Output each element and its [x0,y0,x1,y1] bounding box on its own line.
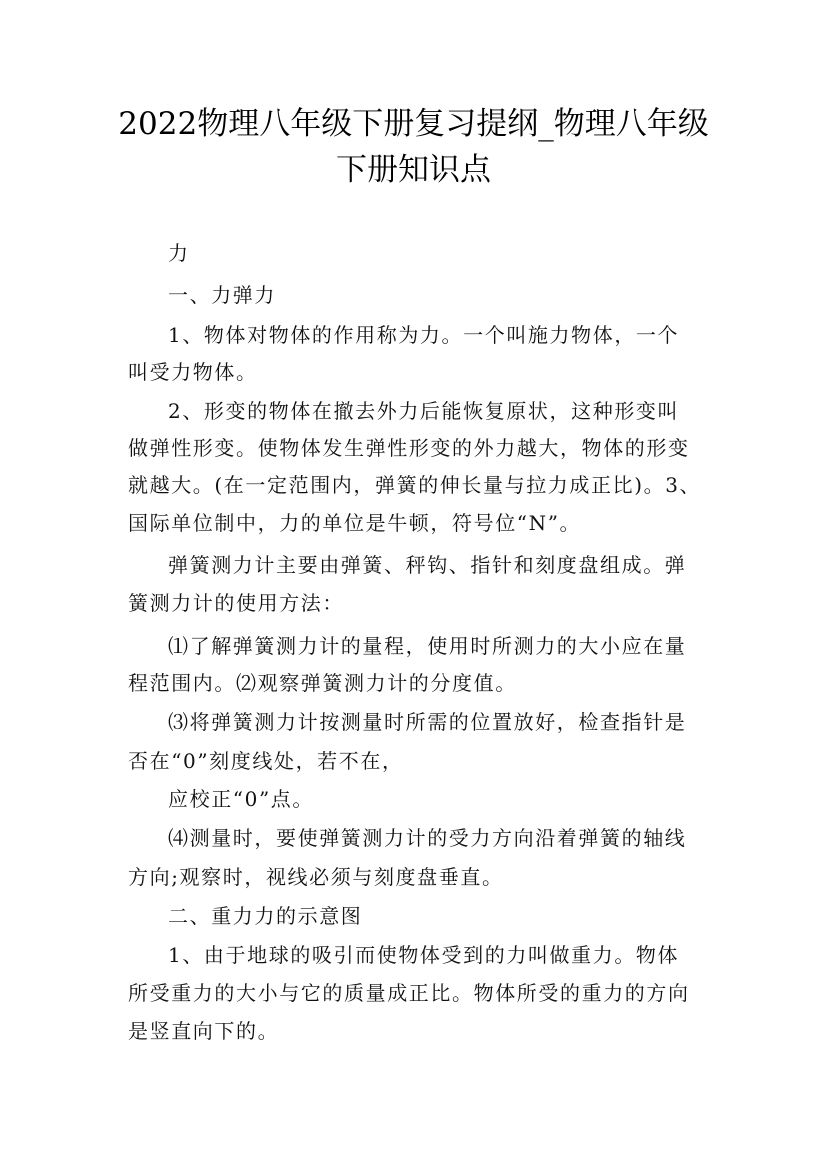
paragraph-line: 2、形变的物体在撤去外力后能恢复原状，这种形变叫 [168,399,680,423]
document-title-line-1: 2022物理八年级下册复习提纲_物理八年级 [118,106,709,142]
paragraph-line: 簧测力计的使用方法： [128,591,344,615]
paragraph-line: 是竖直向下的。 [128,1019,280,1043]
paragraph-line: 应校正“0”点。 [168,787,314,811]
paragraph-line: 否在“0”刻度线处，若不在， [128,749,404,773]
paragraph-line: ⑶将弹簧测力计按测量时所需的位置放好，检查指针是 [168,710,687,734]
paragraph-line: ⑷测量时，要使弹簧测力计的受力方向沿着弹簧的轴线 [168,826,687,850]
paragraph-line: ⑴了解弹簧测力计的量程，使用时所测力的大小应在量 [168,634,687,658]
paragraph-line: 叫受力物体。 [128,360,258,384]
section-heading-gravity: 二、重力力的示意图 [168,904,363,928]
paragraph-line: 所受重力的大小与它的质量成正比。物体所受的重力的方向 [128,981,690,1005]
paragraph-line: 国际单位制中，力的单位是牛顿，符号位“N”。 [128,511,582,535]
paragraph-line: 程范围内。⑵观察弹簧测力计的分度值。 [128,671,517,695]
section-heading-elastic-force: 一、力弹力 [168,283,276,307]
section-heading-force: 力 [168,241,190,265]
paragraph-line: 弹簧测力计主要由弹簧、秤钩、指针和刻度盘组成。弹 [168,553,687,577]
paragraph-line: 1、物体对物体的作用称为力。一个叫施力物体，一个 [168,323,680,347]
document-title-line-2: 下册知识点 [336,152,491,188]
paragraph-line: 做弹性形变。使物体发生弹性形变的外力越大，物体的形变 [128,436,690,460]
paragraph-line: 1、由于地球的吸引而使物体受到的力叫做重力。物体 [168,943,680,967]
paragraph-line: 方向;观察时，视线必须与刻度盘垂直。 [128,865,504,889]
paragraph-line: 就越大。(在一定范围内，弹簧的伸长量与拉力成正比)。3、 [128,473,702,497]
